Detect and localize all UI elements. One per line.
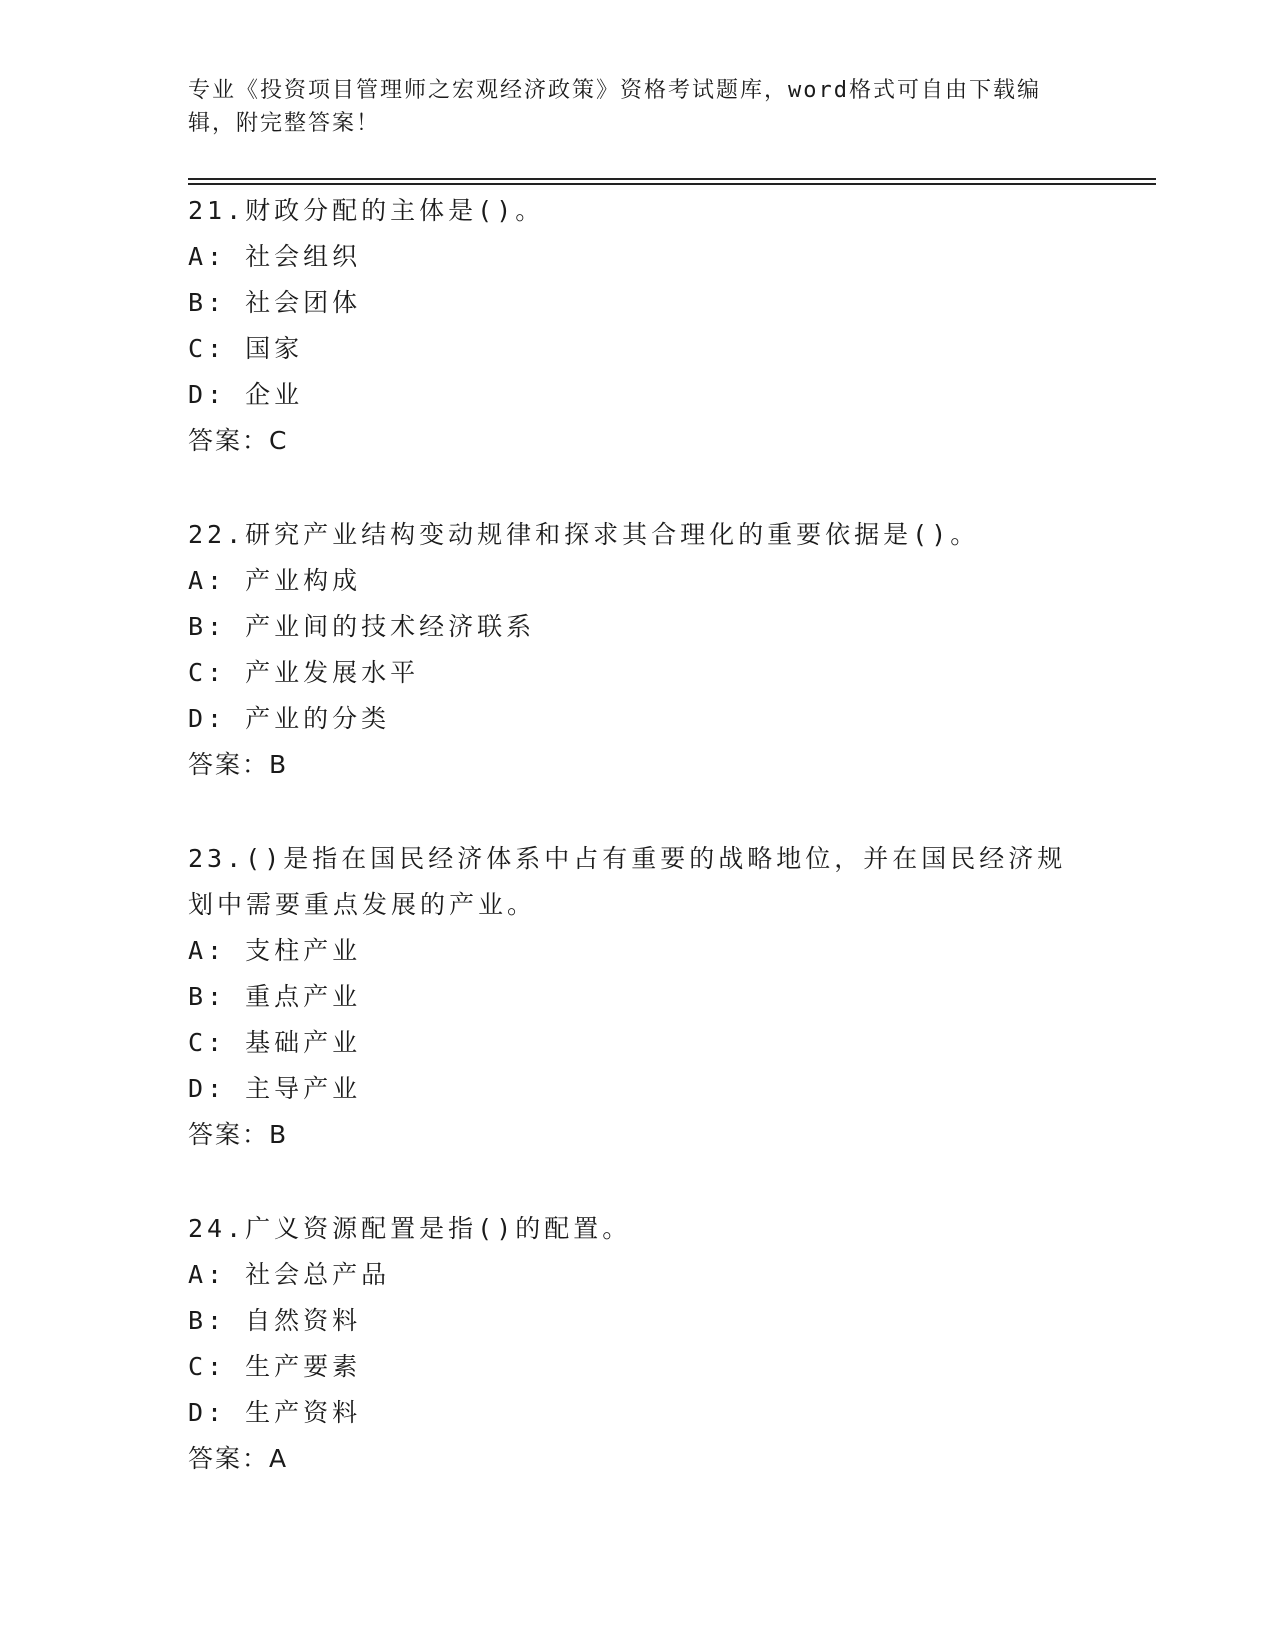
option-a: A: 社会组织	[188, 242, 362, 271]
question-stem: 24.广义资源配置是指()的配置。	[188, 1214, 632, 1243]
option-b: B: 产业间的技术经济联系	[188, 612, 536, 641]
option-c: C: 生产要素	[188, 1352, 362, 1381]
option-a: A: 支柱产业	[188, 936, 362, 965]
option-d: D: 生产资料	[188, 1398, 362, 1427]
option-c: C: 国家	[188, 334, 304, 363]
option-c: C: 基础产业	[188, 1028, 362, 1057]
question-stem: 21.财政分配的主体是()。	[188, 196, 545, 225]
option-d: D: 主导产业	[188, 1074, 362, 1103]
document-intro: 专业《投资项目管理师之宏观经济政策》资格考试题库，word格式可自由下载编辑，附完整答案！	[188, 78, 1041, 136]
question-24	[188, 1206, 1088, 1482]
answer-line: 答案：A	[188, 1444, 289, 1473]
header-divider-top	[188, 178, 1156, 180]
option-b: B: 自然资料	[188, 1306, 362, 1335]
answer-line: 答案：B	[188, 750, 289, 779]
header-divider-bottom	[188, 183, 1156, 185]
question-23	[188, 836, 1088, 1158]
option-b: B: 社会团体	[188, 288, 362, 317]
question-stem: 22.研究产业结构变动规律和探求其合理化的重要依据是()。	[188, 520, 980, 549]
option-c: C: 产业发展水平	[188, 658, 420, 687]
answer-line: 答案：B	[188, 1120, 289, 1149]
question-list	[188, 188, 1088, 1530]
option-a: A: 产业构成	[188, 566, 362, 595]
question-stem: 23.()是指在国民经济体系中占有重要的战略地位，并在国民经济规划中需要重点发展的产业。	[188, 844, 1067, 919]
option-a: A: 社会总产品	[188, 1260, 391, 1289]
question-22	[188, 512, 1088, 788]
question-21	[188, 188, 1088, 464]
option-b: B: 重点产业	[188, 982, 362, 1011]
answer-line: 答案：C	[188, 426, 289, 455]
option-d: D: 产业的分类	[188, 704, 391, 733]
option-d: D: 企业	[188, 380, 304, 409]
